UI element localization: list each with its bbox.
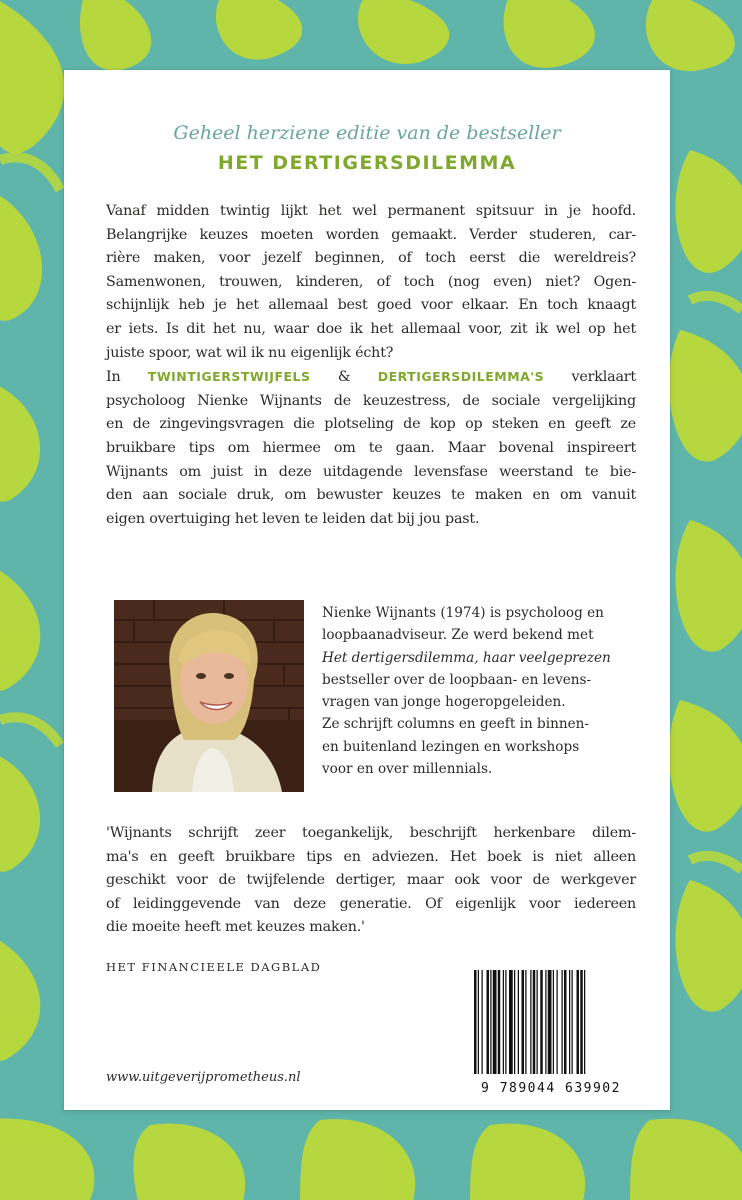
barcode-bar [493, 970, 497, 1074]
back-cover-panel [64, 70, 670, 1110]
barcode-bar [530, 970, 531, 1074]
barcode-bar [562, 970, 563, 1074]
ampersand: & [337, 369, 351, 386]
quote-line: of leidinggevende van deze generatie. Of eigenlijk voor iedereen [106, 895, 636, 912]
barcode-bar [537, 970, 538, 1074]
blurb-line: Wijnants om juist in deze uitdagende levensfase weerstand te bie- [106, 463, 636, 480]
blurb-line: schijnlijk heb je het allemaal best goed voor elkaar. En toch knaagt [106, 297, 636, 314]
barcode-bar [553, 970, 554, 1074]
review-source: HET FINANCIEELE DAGBLAD [106, 960, 322, 974]
blurb-line: rière maken, voor jezelf beginnen, of toch eerst die wereldreis? [106, 250, 636, 267]
review-quote [106, 822, 636, 940]
bio-line: vragen van jonge hogeropgeleiden. [322, 694, 566, 711]
blurb-line: eigen overtuiging het leven te leiden dat bij jou past. [106, 510, 480, 527]
publisher-url[interactable]: www.uitgeverijprometheus.nl [106, 1070, 301, 1085]
tagline: Geheel herziene editie van de bestseller [173, 122, 561, 144]
blurb-prefix: In [106, 369, 121, 386]
barcode-bar [509, 970, 513, 1074]
barcode-bar [474, 970, 477, 1074]
barcode-bar [482, 970, 483, 1074]
barcode-bar [525, 970, 526, 1074]
author-photo [114, 600, 304, 792]
barcode-bar [522, 970, 525, 1074]
bio-line: Ze schrijft columns en geeft in binnen- [322, 716, 589, 733]
blurb-line: den aan sociale druk, om bewuster keuzes te maken en om vanuit [106, 487, 636, 504]
blurb-line: Samenwonen, trouwen, kinderen, of toch (nog even) niet? Ogen- [106, 273, 636, 290]
isbn-number: 9 789044 639902 [481, 1081, 621, 1096]
blurb-line: en de zingevingsvragen die plotseling de kop op steken en geeft ze [106, 416, 636, 433]
barcode-bar [533, 970, 536, 1074]
quote-line: die moeite heeft met keuzes maken.' [106, 919, 365, 936]
bio-line: loopbaanadviseur. Ze werd bekend met [322, 627, 594, 644]
barcode-bar [557, 970, 558, 1074]
blurb-line: juiste spoor, wat wil ik nu eigenlijk écht? [106, 344, 394, 361]
blurb [106, 200, 636, 531]
blurb-line: bruikbare tips om hiermee om te gaan. Maar bovenal inspireert [106, 439, 636, 456]
bio-line: Nienke Wijnants (1974) is psycholoog en [322, 605, 604, 621]
barcode-bar [487, 970, 490, 1074]
quote-line: ma's en geeft bruikbare tips en adviezen. Het boek is niet alleen [106, 848, 636, 865]
barcode-bar [572, 970, 573, 1074]
barcode-bar [514, 970, 515, 1074]
blurb-line: Vanaf midden twintig lijkt het wel permanent spitsuur in je hoofd. [106, 203, 636, 219]
blurb-line: psycholoog Nienke Wijnants de keuzestress, de sociale vergelijking [106, 392, 636, 409]
barcode-bar [577, 970, 580, 1074]
quote-line: geschikt voor de twijfelende dertiger, maar ook voor de werkgever [106, 872, 636, 889]
barcode-bar [564, 970, 567, 1074]
barcode-bar [478, 970, 479, 1074]
barcode-bar [503, 970, 504, 1074]
blurb-line: Belangrijke keuzes moeten worden gemaakt. Verder studeren, car- [106, 226, 636, 243]
bio-line: en buitenland lezingen en workshops [322, 738, 580, 755]
barcode-bar [548, 970, 552, 1074]
barcode [468, 966, 634, 1098]
barcode-bar [518, 970, 519, 1074]
bio-line: Het dertigersdilemma, haar veelgeprezen [322, 649, 611, 666]
barcode-bar [580, 970, 583, 1074]
barcode-bar [584, 970, 585, 1074]
blurb-line: er iets. Is dit het nu, waar doe ik het allemaal voor, zit ik wel op het [106, 320, 636, 337]
barcode-bar [569, 970, 570, 1074]
book-title-dertigersdilemmas: DERTIGERSDILEMMA'S [377, 369, 545, 385]
bio-line: bestseller over de loopbaan- en levens- [322, 671, 592, 688]
barcode-bar [540, 970, 543, 1074]
barcode-bar [498, 970, 501, 1074]
barcode-bar [490, 970, 491, 1074]
quote-line: 'Wijnants schrijft zeer toegankelijk, beschrijft herkenbare dilem- [106, 825, 636, 841]
blurb-verb: verklaart [571, 369, 636, 386]
book-title: HET DERTIGERSDILEMMA [217, 152, 517, 174]
blurb-line-books [106, 365, 636, 390]
barcode-bar [545, 970, 546, 1074]
book-title-twintigerstwijfels: TWINTIGERSTWIJFELS [147, 369, 311, 385]
bio-line: voor en over millennials. [322, 761, 493, 778]
author-bio [322, 602, 622, 780]
barcode-bar [505, 970, 506, 1074]
